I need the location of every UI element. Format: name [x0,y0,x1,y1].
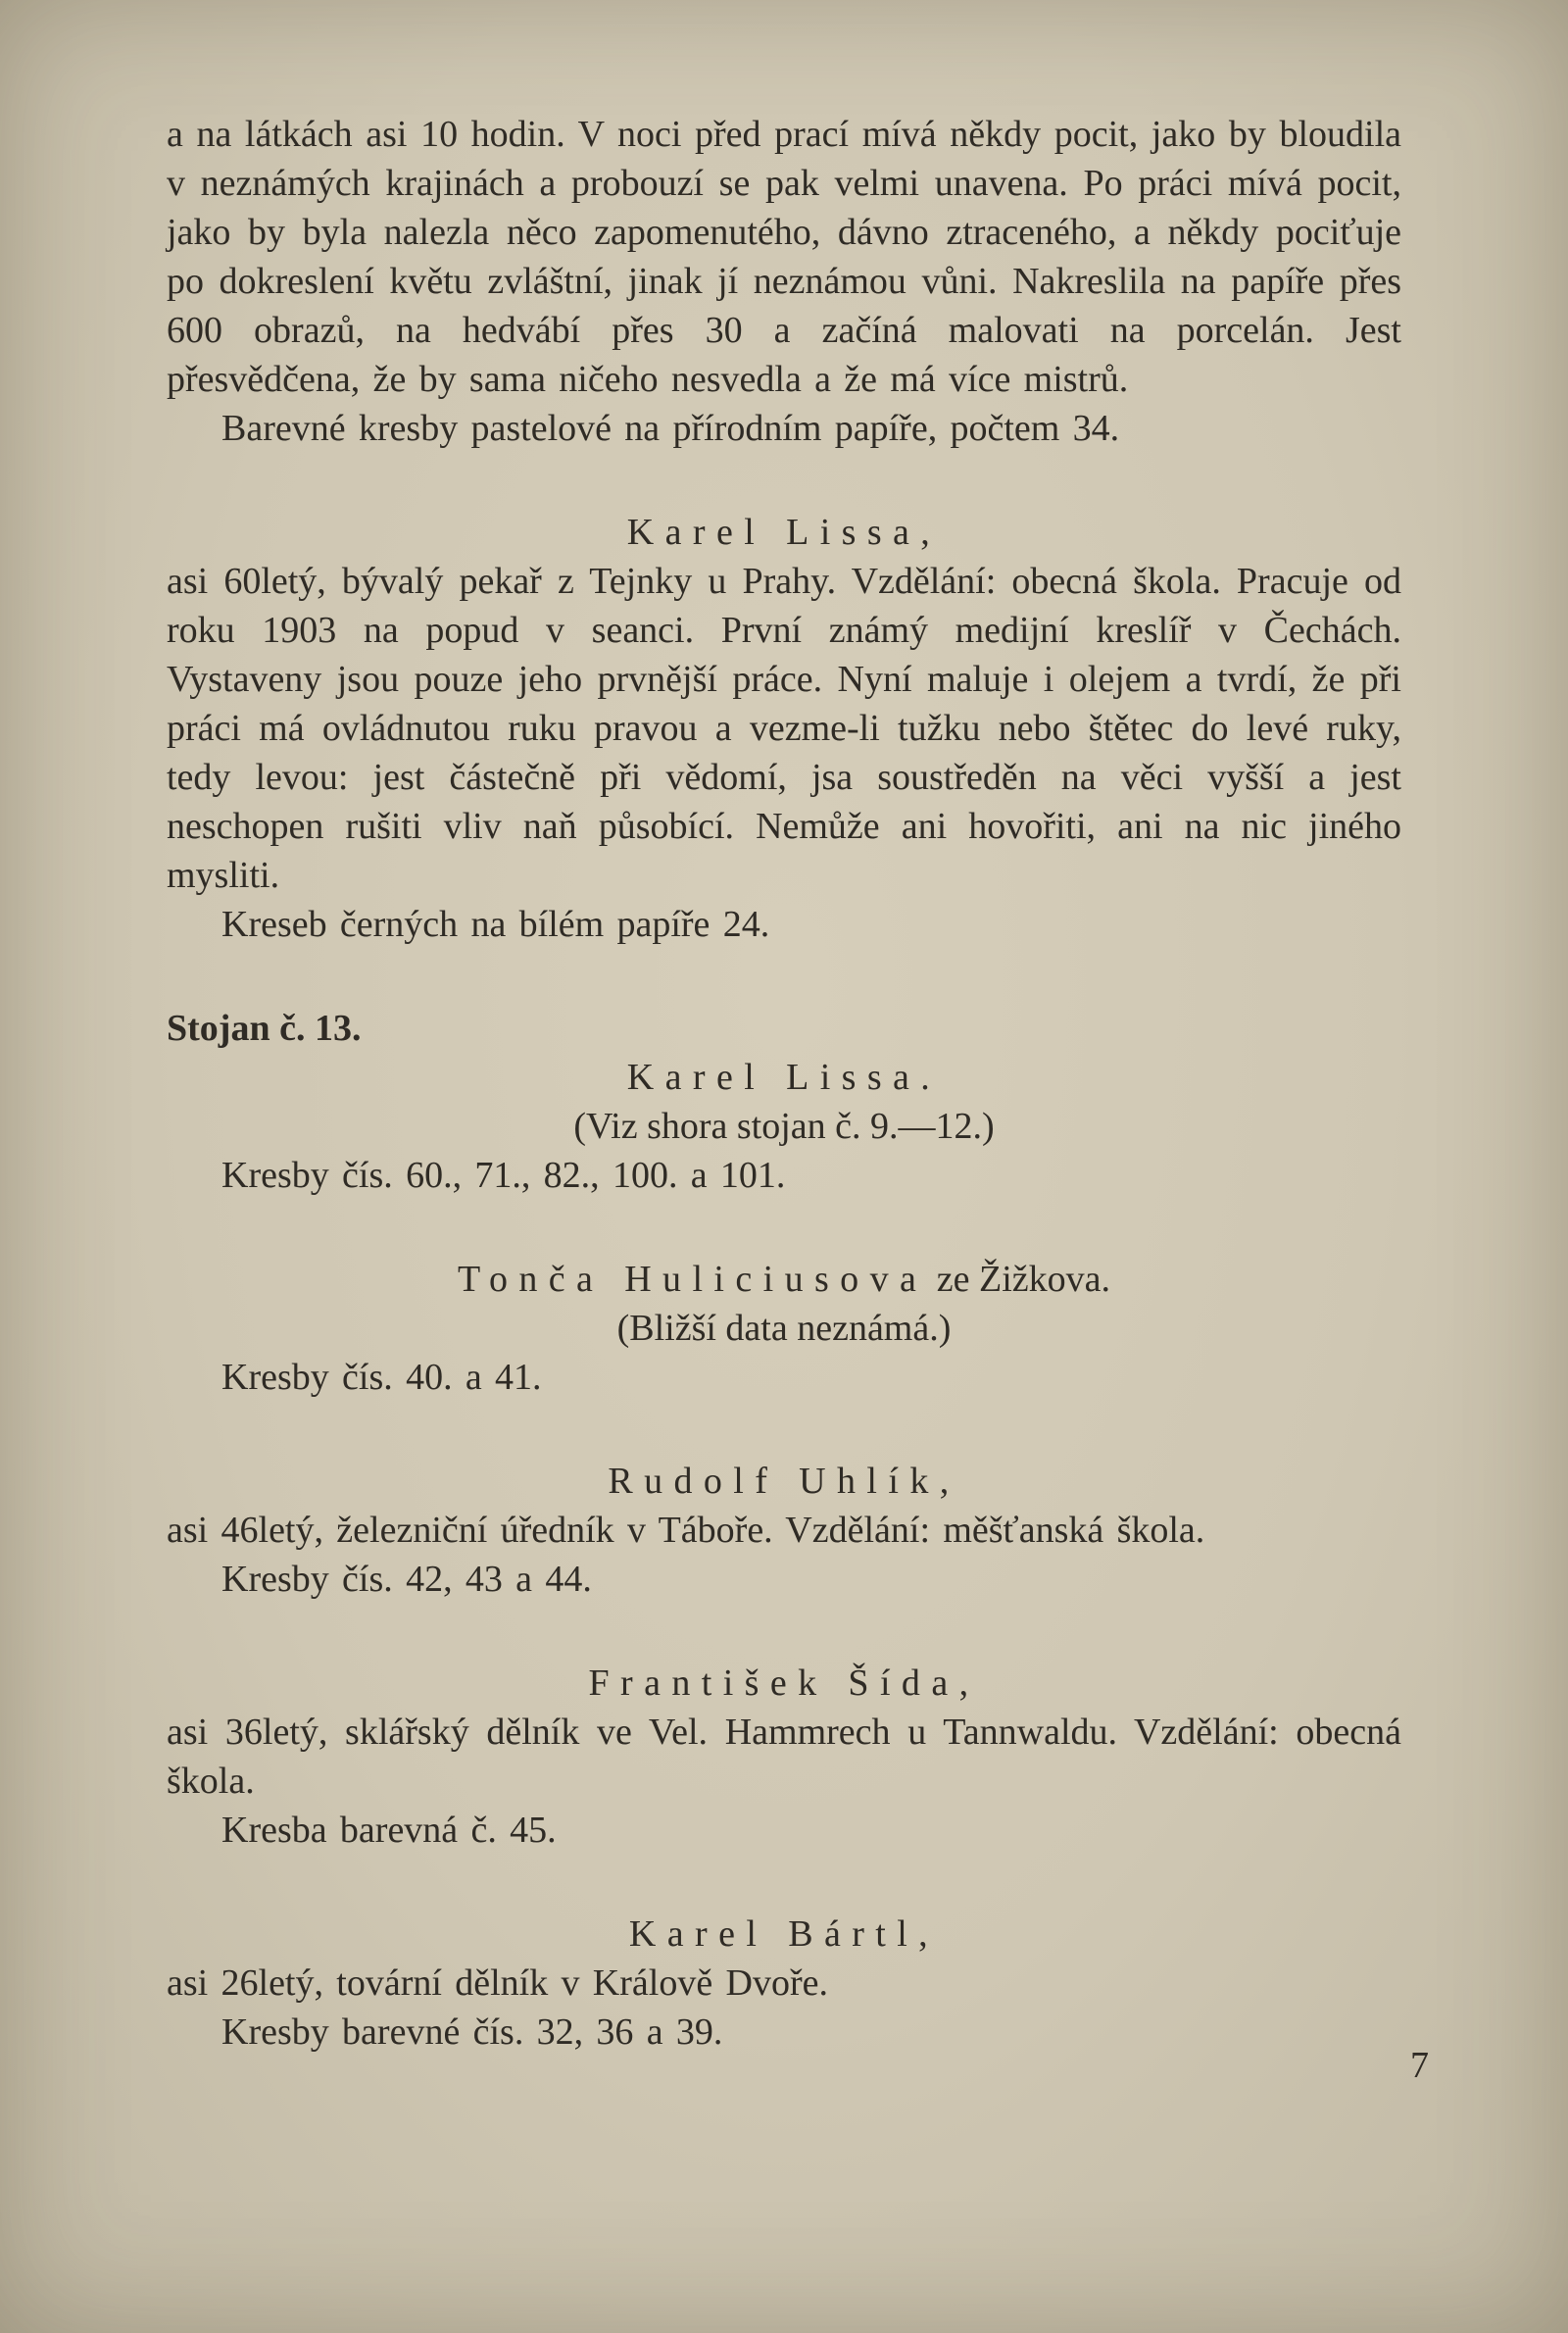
person-name: František Šída, [588,1663,980,1704]
paragraph-indented: Kresby čís. 40. a 41. [221,1357,542,1398]
centered-note: (Viz shora stojan č. 9.—12.) [573,1106,995,1147]
paragraph: asi 46letý, železniční úředník v Táboře. Vzdělání: měšťanská škola. [167,1510,1205,1551]
centered-note: (Bližší data neznámá.) [616,1308,952,1349]
paragraph: asi 36letý, sklářský dělník ve Vel. Hammrech u Tannwaldu. Vzdělání: obecná škola. [167,1712,1401,1802]
person-name: Karel Bártl, [628,1913,940,1955]
section-heading [167,1053,1401,1102]
section-heading [167,1910,1401,1959]
section-heading [167,1255,1401,1304]
paragraph-indented: Kresby čís. 42, 43 a 44. [221,1559,592,1600]
stand-label: Stojan č. 13. [167,1008,362,1049]
section-heading [167,508,1401,557]
section-heading [167,1457,1401,1506]
person-name: Karel Lissa. [626,1057,942,1098]
paragraph-indented: Kresby čís. 60., 71., 82., 100. a 101. [221,1155,786,1196]
paragraph-indented: Kresby barevné čís. 32, 36 a 39. [221,2011,723,2053]
paragraph-indented: Kresba barevná č. 45. [221,1810,557,1851]
paragraph: asi 60letý, bývalý pekař z Tejnky u Prahy. Vzdělání: obecná škola. Pracuje od roku 1903 na popud v seanci. První známý medijní kreslíř v Čechách. Vystaveny jsou pouze jeho prvnější práce. Nyní maluje i olejem a tvrdí, že při práci má ovládnutou ruku pravou a vezme-li tužku nebo štětec do levé ruky, tedy levou: jest částečně při vědomí, jsa soustředěn na věci vyšší a jest neschopen rušiti vliv naň působící. Nemůže ani hovořiti, ani na nic jiného mysliti. [167,561,1401,896]
person-name: Tonča Huliciusova [458,1259,928,1300]
page-number: 7 [1410,2045,1429,2086]
paragraph: asi 26letý, tovární dělník v Králově Dvoře. [167,1962,828,2004]
page-content [167,110,1401,2057]
paragraph-indented: Kreseb černých na bílém papíře 24. [221,904,770,945]
section-heading [167,1659,1401,1708]
paragraph: a na látkách asi 10 hodin. V noci před prací mívá někdy pocit, jako by bloudila v neznámých krajinách a probouzí se pak velmi unavena. Po práci mívá pocit, jako by byla nalezla něco zapomenutého, dávno ztraceného, a někdy pociťuje po dokreslení květu zvláštní, jinak jí neznámou vůni. Nakreslila na papíře přes 600 obrazů, na hedvábí přes 30 a začíná malovati na porcelán. Jest přesvědčena, že by sama ničeho nesvedla a že má více mistrů. [167,114,1401,400]
paragraph-indented: Barevné kresby pastelové na přírodním papíře, počtem 34. [221,408,1120,449]
heading-suffix: ze Žižkova. [927,1259,1110,1300]
person-name: Rudolf Uhlík, [608,1461,960,1502]
person-name: Karel Lissa, [626,512,942,553]
